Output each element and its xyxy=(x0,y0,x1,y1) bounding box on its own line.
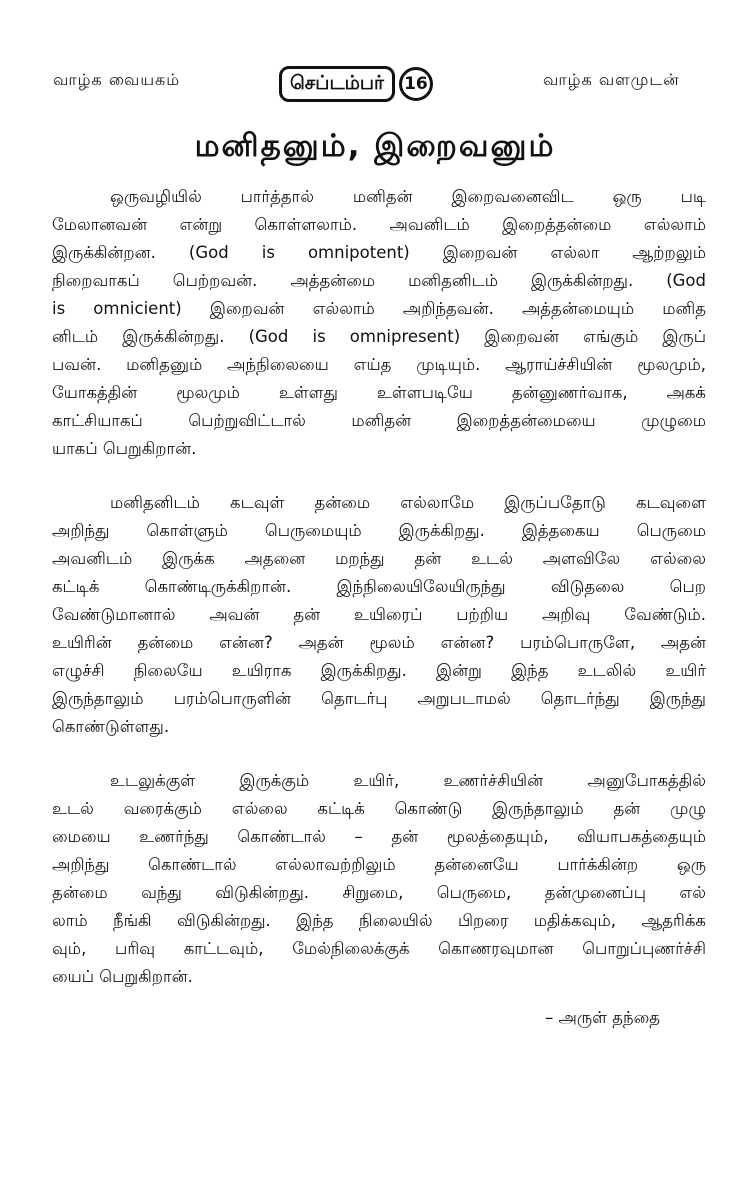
text-line: இருக்கின்றன. (God is omnipotent) இறைவன் எல்லா ஆற்றலும் xyxy=(52,243,706,262)
text-line: பவன். மனிதனும் அந்நிலையை எய்த முடியும். ஆராய்ச்சியின் மூலமும், xyxy=(52,355,706,374)
text-line: எழுச்சி நிலையே உயிராக இருக்கிறது. இன்று இந்த உடலில் உயிர் xyxy=(52,661,706,680)
text-line: இருந்தாலும் பரம்பொருளின் தொடர்பு அறுபடாமல் தொடர்ந்து இருந்து xyxy=(52,689,706,708)
article-body xyxy=(52,183,706,991)
text-line: is omnicient) இறைவன் எல்லாம் அறிந்தவன். அத்தன்மையும் மனித xyxy=(52,299,706,318)
text-line: உடலுக்குள் இருக்கும் உயிர், உணர்ச்சியின் அனுபோகத்தில் xyxy=(110,771,706,790)
text-line: அவனிடம் இருக்க அதனை மறந்து தன் உடல் அளவிலே எல்லை xyxy=(52,549,706,568)
text-line: உடல் வரைக்கும் எல்லை கட்டிக் கொண்டு இருந்தாலும் தன் முழு xyxy=(52,799,706,818)
page-title: மனிதனும், இறைவனும் xyxy=(194,128,556,164)
paragraph-spacer xyxy=(52,741,706,767)
text-line: அறிந்து கொள்ளும் பெருமையும் இருக்கிறது. இத்தகைய பெருமை xyxy=(52,521,706,540)
text-line: மேலானவன் என்று கொள்ளலாம். அவனிடம் இறைத்தன்மை எல்லாம் xyxy=(52,215,706,234)
text-line: உயிரின் தன்மை என்ன? அதன் மூலம் என்ன? பரம்பொருளே, அதன் xyxy=(52,633,706,652)
paragraph-spacer xyxy=(52,463,706,489)
text-line: யோகத்தின் மூலமும் உள்ளது உள்ளபடியே தன்னுணர்வாக, அகக் xyxy=(52,383,706,402)
text-line: காட்சியாகப் பெற்றுவிட்டால் மனிதன் இறைத்தன்மையை முழுமை xyxy=(52,411,706,430)
text-line: அறிந்து கொண்டால் எல்லாவற்றிலும் தன்னையே பார்க்கின்ற ஒரு xyxy=(52,855,706,874)
text-line: வும், பரிவு காட்டவும், மேல்நிலைக்குக் கொணரவுமான பொறுப்புணர்ச்சி xyxy=(52,939,706,958)
author-signature: – அருள் தந்தை xyxy=(545,1008,660,1027)
date-badge xyxy=(279,66,433,102)
text-line: வேண்டுமானால் அவன் தன் உயிரைப் பற்றிய அறிவு வேண்டும். xyxy=(52,605,706,624)
text-line: லாம் நீங்கி விடுகின்றது. இந்த நிலையில் பிறரை மதிக்கவும், ஆதரிக்க xyxy=(52,911,706,930)
text-line: ஒருவழியில் பார்த்தால் மனிதன் இறைவனைவிட ஒரு படி xyxy=(110,187,706,206)
header-left-text: வாழ்க வையகம் xyxy=(53,70,181,89)
text-line: யாகப் பெறுகிறான். xyxy=(52,439,197,458)
paragraph-3 xyxy=(52,767,706,991)
text-line: தன்மை வந்து விடுகின்றது. சிறுமை, பெருமை, தன்முனைப்பு எல் xyxy=(52,883,706,902)
text-line: கட்டிக் கொண்டிருக்கிறான். இந்நிலையிலேயிருந்து விடுதலை பெற xyxy=(52,577,706,596)
day-number: 16 xyxy=(399,67,433,101)
text-line: மையை உணர்ந்து கொண்டால் – தன் மூலத்தையும், வியாபகத்தையும் xyxy=(52,827,706,846)
month-label: செப்டம்பர் xyxy=(279,66,395,102)
text-line: நிறைவாகப் பெற்றவன். அத்தன்மை மனிதனிடம் இருக்கின்றது. (God xyxy=(52,271,706,290)
paragraph-2 xyxy=(52,489,706,741)
header-right-text: வாழ்க வளமுடன் xyxy=(543,70,680,89)
text-line: கொண்டுள்ளது. xyxy=(52,717,170,736)
text-line: யைப் பெறுகிறான். xyxy=(52,967,193,986)
paragraph-1 xyxy=(52,183,706,463)
text-line: னிடம் இருக்கின்றது. (God is omnipresent) இறைவன் எங்கும் இருப் xyxy=(52,327,706,346)
text-line: மனிதனிடம் கடவுள் தன்மை எல்லாமே இருப்பதோடு கடவுளை xyxy=(110,493,706,512)
